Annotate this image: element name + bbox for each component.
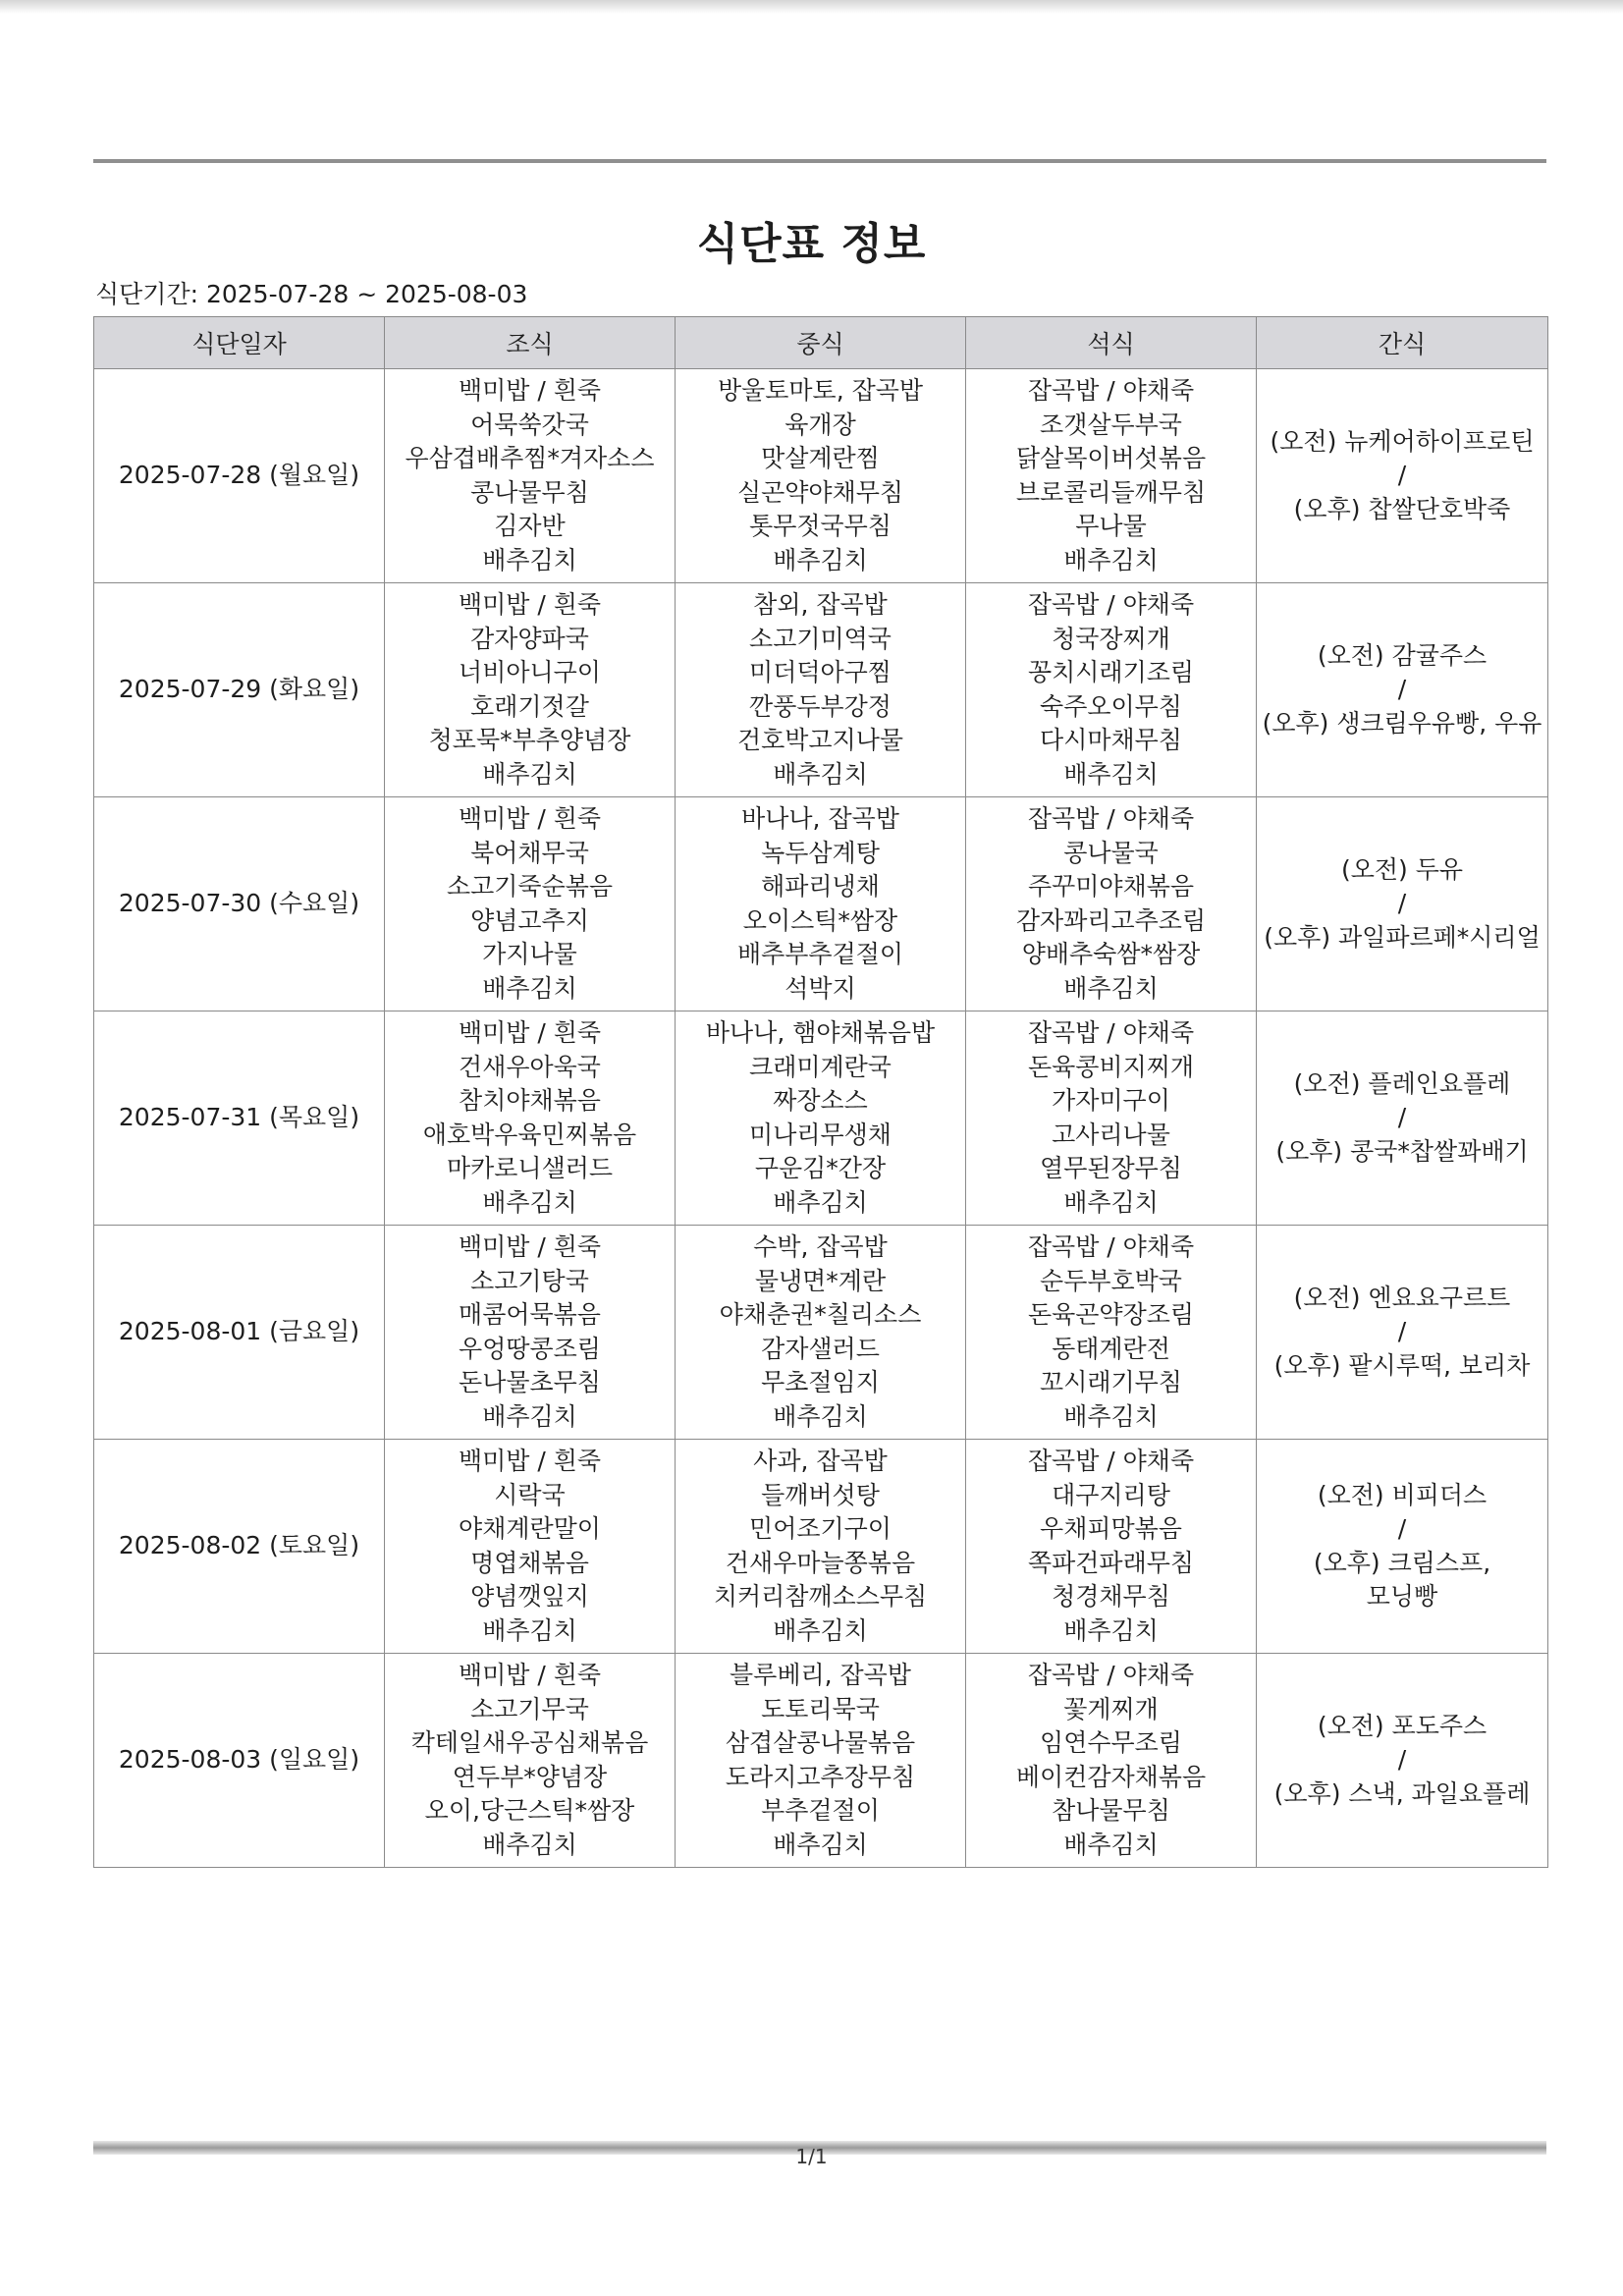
dish-item: 삼겹살콩나물볶음 xyxy=(725,1728,916,1757)
dish-item: 임연수무조림 xyxy=(1040,1728,1182,1757)
dish-item: 해파리냉채 xyxy=(761,872,880,901)
dinner-cell xyxy=(966,1440,1257,1654)
dish-item: 고사리나물 xyxy=(1052,1120,1170,1149)
dish-item: 어묵쑥갓국 xyxy=(470,410,589,439)
dish-item: 배추김치 xyxy=(773,759,868,789)
dish-item: 청경채무침 xyxy=(1052,1582,1170,1611)
dish-item: 참치야채볶음 xyxy=(459,1086,601,1115)
snack-line: (오후) 팥시루떡, 보리차 xyxy=(1273,1350,1531,1380)
breakfast-cell xyxy=(385,1011,676,1226)
dish-item: 백미밥 / 흰죽 xyxy=(458,376,602,405)
dish-item: 백미밥 / 흰죽 xyxy=(458,1018,602,1047)
date-cell: 2025-08-03 (일요일) xyxy=(94,1654,385,1868)
snack-line: (오후) 스낵, 과일요플레 xyxy=(1273,1778,1531,1808)
dish-item: 잡곡밥 / 야채죽 xyxy=(1027,1232,1195,1261)
breakfast-cell xyxy=(385,1440,676,1654)
dish-item: 야채계란말이 xyxy=(459,1514,601,1543)
dish-item: 짜장소스 xyxy=(773,1086,868,1115)
table-row xyxy=(94,1226,1548,1440)
dish-item: 건새우아욱국 xyxy=(459,1052,601,1081)
dish-item: 배추김치 xyxy=(773,545,868,574)
dish-item: 백미밥 / 흰죽 xyxy=(458,1661,602,1689)
dish-item: 명엽채볶음 xyxy=(470,1548,589,1577)
dish-item: 북어채무국 xyxy=(470,838,589,867)
lunch-cell xyxy=(676,583,966,797)
snack-line: / xyxy=(1397,889,1407,918)
dish-item: 배추김치 xyxy=(1063,759,1159,789)
dish-item: 치커리참깨소스무침 xyxy=(713,1582,928,1611)
breakfast-cell xyxy=(385,1654,676,1868)
dish-item: 김자반 xyxy=(494,512,566,540)
table-row xyxy=(94,1654,1548,1868)
dish-item: 바나나, 햄야채볶음밥 xyxy=(705,1018,936,1047)
snack-line: 모닝빵 xyxy=(1366,1582,1438,1611)
dish-item: 도토리묵국 xyxy=(761,1694,880,1723)
dish-item: 대구지리탕 xyxy=(1052,1480,1170,1509)
date-cell: 2025-07-31 (목요일) xyxy=(94,1011,385,1226)
dish-item: 잡곡밥 / 야채죽 xyxy=(1027,590,1195,619)
snack-cell xyxy=(1257,369,1548,583)
dish-item: 우엉땅콩조림 xyxy=(459,1334,601,1363)
dish-item: 배추김치 xyxy=(773,1187,868,1217)
dish-item: 건새우마늘쫑볶음 xyxy=(725,1548,916,1577)
snack-cell xyxy=(1257,1011,1548,1226)
page-number: 1/1 xyxy=(795,2145,828,2168)
dish-item: 브로콜리들깨무침 xyxy=(1015,477,1207,507)
dish-item: 잡곡밥 / 야채죽 xyxy=(1027,804,1195,833)
dish-item: 잡곡밥 / 야채죽 xyxy=(1027,376,1195,405)
dish-item: 연두부*양념장 xyxy=(452,1762,608,1791)
header-rule xyxy=(93,159,1546,163)
date-cell: 2025-07-28 (월요일) xyxy=(94,369,385,583)
snack-line: (오전) 비피더스 xyxy=(1317,1480,1488,1509)
dish-item: 청포묵*부추양념장 xyxy=(428,726,631,754)
dish-item: 베이컨감자채볶음 xyxy=(1015,1762,1207,1791)
menu-period: 식단기간: 2025-07-28 ~ 2025-08-03 xyxy=(95,280,528,308)
lunch-cell xyxy=(676,369,966,583)
date-cell: 2025-08-01 (금요일) xyxy=(94,1226,385,1440)
snack-line: / xyxy=(1397,1103,1407,1132)
dish-item: 맛살계란찜 xyxy=(761,444,880,472)
dish-item: 배추김치 xyxy=(482,1187,577,1217)
dish-item: 백미밥 / 흰죽 xyxy=(458,804,602,833)
dish-item: 애호박우육민찌볶음 xyxy=(422,1120,637,1149)
dish-item: 톳무젓국무침 xyxy=(749,512,892,540)
dish-item: 육개장 xyxy=(784,410,856,439)
table-row xyxy=(94,369,1548,583)
dish-item: 소고기탕국 xyxy=(470,1266,589,1295)
dish-item: 오이,당근스틱*쌈장 xyxy=(424,1796,635,1825)
dish-item: 우채피망볶음 xyxy=(1040,1514,1182,1543)
menu-table-body xyxy=(94,369,1548,1868)
dinner-cell xyxy=(966,369,1257,583)
header-date: 식단일자 xyxy=(94,317,385,369)
dish-item: 조갯살두부국 xyxy=(1040,410,1182,439)
dish-item: 백미밥 / 흰죽 xyxy=(458,590,602,619)
dish-item: 우삼겹배추찜*겨자소스 xyxy=(405,444,655,472)
snack-cell xyxy=(1257,1226,1548,1440)
dish-item: 열무된장무침 xyxy=(1040,1154,1182,1182)
breakfast-cell xyxy=(385,369,676,583)
dinner-cell xyxy=(966,797,1257,1011)
header-breakfast: 조식 xyxy=(385,317,676,369)
dish-item: 숙주오이무침 xyxy=(1040,691,1182,721)
dish-item: 소고기죽순볶음 xyxy=(446,872,614,901)
dish-item: 무나물 xyxy=(1075,512,1147,540)
dish-item: 배추김치 xyxy=(482,759,577,789)
dish-item: 꼬시래기무침 xyxy=(1040,1368,1182,1396)
dinner-cell xyxy=(966,1226,1257,1440)
lunch-cell xyxy=(676,1440,966,1654)
dish-item: 수박, 잡곡밥 xyxy=(753,1232,888,1261)
breakfast-cell xyxy=(385,797,676,1011)
breakfast-cell xyxy=(385,1226,676,1440)
snack-line: / xyxy=(1397,461,1407,490)
dish-item: 석박지 xyxy=(784,973,856,1003)
dish-item: 들깨버섯탕 xyxy=(761,1480,880,1509)
snack-line: (오후) 찹쌀단호박죽 xyxy=(1293,494,1511,523)
dish-item: 배추김치 xyxy=(1063,1187,1159,1217)
scan-top-shadow xyxy=(0,0,1623,14)
breakfast-cell xyxy=(385,583,676,797)
dish-item: 참외, 잡곡밥 xyxy=(753,590,888,619)
dish-item: 너비아니구이 xyxy=(459,658,601,686)
dish-item: 배추김치 xyxy=(1063,1401,1159,1431)
dish-item: 오이스틱*쌈장 xyxy=(742,905,898,935)
dish-item: 소고기미역국 xyxy=(749,624,892,653)
snack-cell xyxy=(1257,1440,1548,1654)
dish-item: 감자샐러드 xyxy=(761,1334,880,1363)
dinner-cell xyxy=(966,583,1257,797)
dish-item: 가자미구이 xyxy=(1052,1086,1170,1115)
dish-item: 구운김*간장 xyxy=(754,1154,887,1182)
snack-line: (오전) 뉴케어하이프로틴 xyxy=(1270,426,1535,456)
dish-item: 방울토마토, 잡곡밥 xyxy=(717,376,924,405)
dish-item: 배추김치 xyxy=(1063,1615,1159,1645)
dish-item: 민어조기구이 xyxy=(749,1514,892,1543)
snack-line: (오전) 포도주스 xyxy=(1317,1711,1488,1740)
snack-line: (오전) 두유 xyxy=(1340,854,1464,884)
dish-item: 동태계란전 xyxy=(1052,1334,1170,1363)
dish-item: 콩나물무침 xyxy=(470,477,589,507)
snack-cell xyxy=(1257,1654,1548,1868)
dish-item: 물냉면*계란 xyxy=(754,1266,887,1295)
table-row xyxy=(94,1440,1548,1654)
dish-item: 부추겉절이 xyxy=(761,1796,880,1825)
lunch-cell xyxy=(676,1226,966,1440)
dish-item: 배추김치 xyxy=(773,1615,868,1645)
snack-line: / xyxy=(1397,1317,1407,1346)
dish-item: 무초절임지 xyxy=(761,1368,880,1396)
menu-table xyxy=(93,316,1548,1868)
dish-item: 주꾸미야채볶음 xyxy=(1027,872,1195,901)
table-row xyxy=(94,797,1548,1011)
dish-item: 배추김치 xyxy=(482,545,577,574)
dish-item: 배추부추겉절이 xyxy=(736,940,904,968)
dish-item: 콩나물국 xyxy=(1063,838,1159,867)
lunch-cell xyxy=(676,1011,966,1226)
dish-item: 꽃게찌개 xyxy=(1063,1694,1159,1723)
dish-item: 감자양파국 xyxy=(470,624,589,653)
dish-item: 배추김치 xyxy=(773,1830,868,1859)
snack-line: (오전) 엔요요구르트 xyxy=(1293,1283,1511,1312)
dish-item: 소고기무국 xyxy=(470,1694,589,1723)
lunch-cell xyxy=(676,797,966,1011)
snack-line: / xyxy=(1397,675,1407,704)
dish-item: 배추김치 xyxy=(482,1615,577,1645)
snack-line: / xyxy=(1397,1514,1407,1543)
snack-line: (오전) 감귤주스 xyxy=(1317,640,1488,670)
dish-item: 배추김치 xyxy=(1063,545,1159,574)
dish-item: 크래미계란국 xyxy=(749,1052,892,1081)
dish-item: 잡곡밥 / 야채죽 xyxy=(1027,1447,1195,1475)
dish-item: 배추김치 xyxy=(482,1830,577,1859)
dish-item: 양념깻잎지 xyxy=(470,1582,589,1611)
dish-item: 실곤약야채무침 xyxy=(736,477,904,507)
snack-line: (오후) 과일파르페*시리얼 xyxy=(1264,922,1541,952)
dish-item: 야채춘권*칠리소스 xyxy=(719,1300,922,1329)
dish-item: 시락국 xyxy=(494,1480,566,1509)
snack-line: (오후) 크림스프, xyxy=(1313,1548,1491,1577)
dinner-cell xyxy=(966,1654,1257,1868)
dish-item: 쪽파건파래무침 xyxy=(1027,1548,1195,1577)
dish-item: 배추김치 xyxy=(482,1401,577,1431)
dish-item: 도라지고추장무침 xyxy=(725,1762,916,1791)
dish-item: 깐풍두부강정 xyxy=(749,691,892,721)
dish-item: 매콤어묵볶음 xyxy=(459,1300,601,1329)
dish-item: 바나나, 잡곡밥 xyxy=(741,804,899,833)
dish-item: 건호박고지나물 xyxy=(736,726,904,754)
snack-line: (오후) 생크림우유빵, 우유 xyxy=(1262,708,1542,738)
dish-item: 녹두삼계탕 xyxy=(761,838,880,867)
header-row xyxy=(94,317,1548,369)
dish-item: 돈육콩비지찌개 xyxy=(1027,1052,1195,1081)
dish-item: 돈나물초무침 xyxy=(459,1368,601,1396)
snack-line: (오후) 콩국*찹쌀꽈배기 xyxy=(1275,1136,1529,1166)
dish-item: 잡곡밥 / 야채죽 xyxy=(1027,1661,1195,1689)
dish-item: 청국장찌개 xyxy=(1052,624,1170,653)
dish-item: 백미밥 / 흰죽 xyxy=(458,1447,602,1475)
dish-item: 순두부호박국 xyxy=(1040,1266,1182,1295)
dish-item: 잡곡밥 / 야채죽 xyxy=(1027,1018,1195,1047)
dish-item: 사과, 잡곡밥 xyxy=(753,1447,888,1475)
dish-item: 마카로니샐러드 xyxy=(446,1154,614,1182)
dish-item: 배추김치 xyxy=(1063,1830,1159,1859)
table-row xyxy=(94,1011,1548,1226)
dish-item: 미나리무생채 xyxy=(749,1120,892,1149)
dish-item: 돈육곤약장조림 xyxy=(1027,1300,1195,1329)
dinner-cell xyxy=(966,1011,1257,1226)
dish-item: 칵테일새우공심채볶음 xyxy=(410,1728,649,1757)
header-lunch: 중식 xyxy=(676,317,966,369)
dish-item: 블루베리, 잡곡밥 xyxy=(730,1661,911,1689)
dish-item: 꽁치시래기조림 xyxy=(1027,658,1195,686)
dish-item: 미더덕아구찜 xyxy=(749,658,892,686)
page-title: 식단표 정보 xyxy=(696,219,927,269)
snack-line: (오전) 플레인요플레 xyxy=(1293,1068,1511,1098)
dish-item: 감자꽈리고추조림 xyxy=(1015,905,1207,935)
dish-item: 양념고추지 xyxy=(470,905,589,935)
dish-item: 양배추숙쌈*쌈장 xyxy=(1021,940,1201,968)
dish-item: 호래기젓갈 xyxy=(470,691,589,721)
snack-cell xyxy=(1257,583,1548,797)
date-cell: 2025-08-02 (토요일) xyxy=(94,1440,385,1654)
header-dinner: 석식 xyxy=(966,317,1257,369)
dish-item: 백미밥 / 흰죽 xyxy=(458,1232,602,1261)
header-snack: 간식 xyxy=(1257,317,1548,369)
dish-item: 배추김치 xyxy=(1063,973,1159,1003)
table-row xyxy=(94,583,1548,797)
snack-line: / xyxy=(1397,1745,1407,1775)
dish-item: 다시마채무침 xyxy=(1040,726,1182,754)
dish-item: 참나물무침 xyxy=(1052,1796,1170,1825)
date-cell: 2025-07-29 (화요일) xyxy=(94,583,385,797)
snack-cell xyxy=(1257,797,1548,1011)
dish-item: 배추김치 xyxy=(773,1401,868,1431)
dish-item: 배추김치 xyxy=(482,973,577,1003)
dish-item: 가지나물 xyxy=(482,940,577,968)
dish-item: 닭살목이버섯볶음 xyxy=(1015,444,1207,472)
date-cell: 2025-07-30 (수요일) xyxy=(94,797,385,1011)
lunch-cell xyxy=(676,1654,966,1868)
